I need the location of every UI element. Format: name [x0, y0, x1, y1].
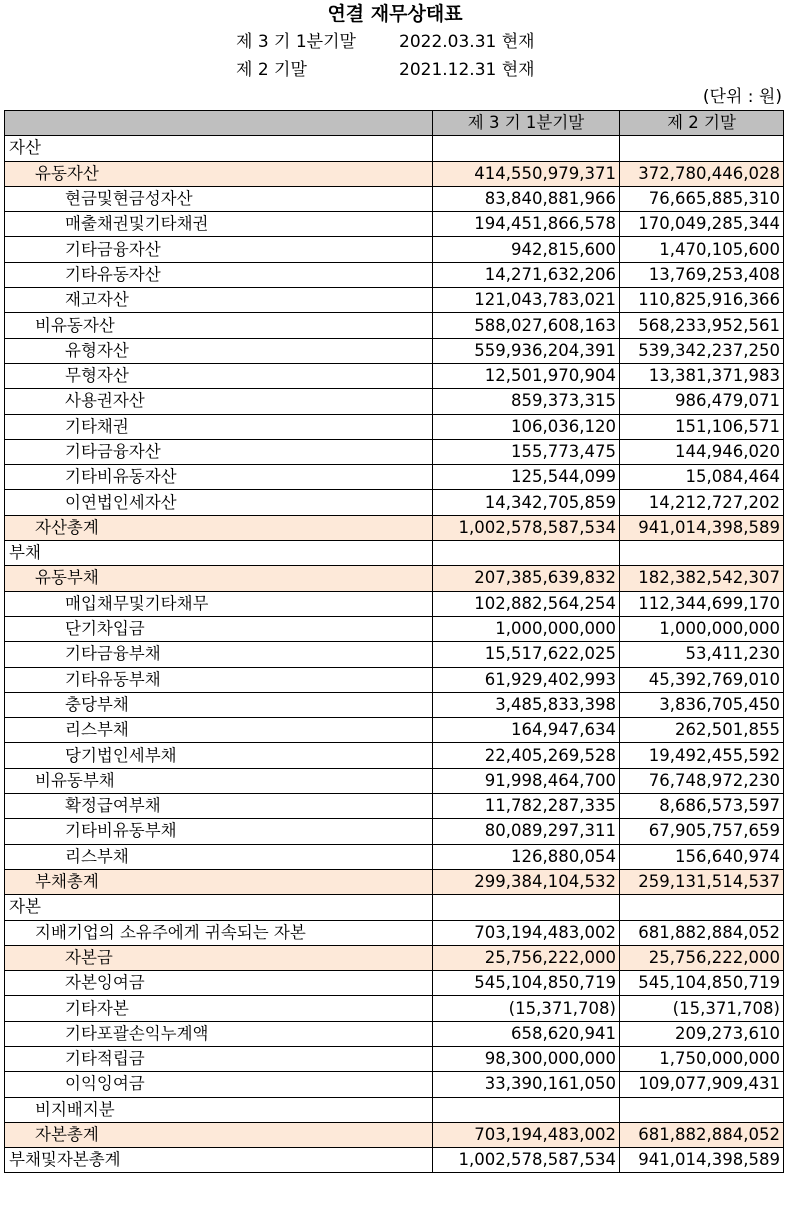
column-header-current: 제 3 기 1분기말 [433, 111, 620, 136]
column-header-account [5, 111, 433, 136]
prior-period-value: 76,665,885,310 [620, 186, 784, 211]
table-row [5, 288, 784, 313]
account-label: 기타포괄손익누계액 [5, 1021, 433, 1046]
table-row [5, 692, 784, 717]
prior-period-value: 1,750,000,000 [620, 1046, 784, 1071]
prior-period-value: 67,905,757,659 [620, 819, 784, 844]
prior-period-value: 151,106,571 [620, 414, 784, 439]
table-row [5, 414, 784, 439]
table-row [5, 1122, 784, 1147]
account-label: 비유동부채 [5, 768, 433, 793]
current-period-value [433, 895, 620, 920]
prior-period-value: 209,273,610 [620, 1021, 784, 1046]
current-period-value: 98,300,000,000 [433, 1046, 620, 1071]
account-label: 재고자산 [5, 288, 433, 313]
prior-period-value: 681,882,884,052 [620, 920, 784, 945]
table-row [5, 212, 784, 237]
current-period-value: 91,998,464,700 [433, 768, 620, 793]
current-period-value: 414,550,979,371 [433, 161, 620, 186]
account-label: 리스부채 [5, 718, 433, 743]
current-period-value: 121,043,783,021 [433, 288, 620, 313]
prior-period-value: 170,049,285,344 [620, 212, 784, 237]
account-label: 지배기업의 소유주에게 귀속되는 자본 [5, 920, 433, 945]
prior-period-value: 1,000,000,000 [620, 616, 784, 641]
table-row [5, 465, 784, 490]
table-row [5, 945, 784, 970]
current-period-value: 14,271,632,206 [433, 262, 620, 287]
current-period-value: 1,000,000,000 [433, 616, 620, 641]
table-row [5, 237, 784, 262]
prior-period-value: 986,479,071 [620, 389, 784, 414]
table-row [5, 439, 784, 464]
account-label: 기타자본 [5, 996, 433, 1021]
prior-period-value: 259,131,514,537 [620, 869, 784, 894]
prior-period-value: 144,946,020 [620, 439, 784, 464]
table-row [5, 895, 784, 920]
current-period-value: 1,002,578,587,534 [433, 1148, 620, 1173]
current-period-label: 제 3 기 1분기말 [236, 32, 356, 52]
account-label: 무형자산 [5, 363, 433, 388]
current-period-value: 126,880,054 [433, 844, 620, 869]
account-label: 현금및현금성자산 [5, 186, 433, 211]
table-row [5, 136, 784, 161]
table-row [5, 591, 784, 616]
table-row [5, 844, 784, 869]
current-period-value: 14,342,705,859 [433, 490, 620, 515]
current-period-value: 3,485,833,398 [433, 692, 620, 717]
prior-period-value: 110,825,916,366 [620, 288, 784, 313]
account-label: 자본 [5, 895, 433, 920]
account-label: 충당부채 [5, 692, 433, 717]
table-row [5, 161, 784, 186]
prior-period-value: 14,212,727,202 [620, 490, 784, 515]
table-row [5, 1072, 784, 1097]
prior-period-value: 156,640,974 [620, 844, 784, 869]
prior-period-value [620, 895, 784, 920]
current-period-date: 2022.03.31 현재 [399, 32, 535, 52]
current-period-value: 164,947,634 [433, 718, 620, 743]
prior-period-date: 2021.12.31 현재 [399, 60, 535, 80]
table-row [5, 667, 784, 692]
prior-period-value: 76,748,972,230 [620, 768, 784, 793]
account-label: 당기법인세부채 [5, 743, 433, 768]
current-period-value: 125,544,099 [433, 465, 620, 490]
table-row [5, 186, 784, 211]
current-period-value: 11,782,287,335 [433, 794, 620, 819]
current-period-value: 299,384,104,532 [433, 869, 620, 894]
table-row [5, 363, 784, 388]
table-row [5, 389, 784, 414]
table-row [5, 794, 784, 819]
table-row [5, 743, 784, 768]
account-label: 리스부채 [5, 844, 433, 869]
account-label: 자산 [5, 136, 433, 161]
prior-period-value: 182,382,542,307 [620, 566, 784, 591]
table-row [5, 515, 784, 540]
prior-period-value: 13,769,253,408 [620, 262, 784, 287]
account-label: 자본잉여금 [5, 971, 433, 996]
prior-period-value: 19,492,455,592 [620, 743, 784, 768]
prior-period-value: 45,392,769,010 [620, 667, 784, 692]
table-row [5, 768, 784, 793]
current-period-value: 703,194,483,002 [433, 920, 620, 945]
account-label: 기타비유동부채 [5, 819, 433, 844]
current-period-value: 12,501,970,904 [433, 363, 620, 388]
table-row [5, 1097, 784, 1122]
current-period-value: 22,405,269,528 [433, 743, 620, 768]
prior-period-value: 53,411,230 [620, 642, 784, 667]
current-period-value: 25,756,222,000 [433, 945, 620, 970]
document-title: 연결 재무상태표 [327, 3, 463, 25]
table-row [5, 490, 784, 515]
account-label: 부채총계 [5, 869, 433, 894]
prior-period-value: 112,344,699,170 [620, 591, 784, 616]
current-period-value: 207,385,639,832 [433, 566, 620, 591]
prior-period-value: 568,233,952,561 [620, 313, 784, 338]
table-row [5, 718, 784, 743]
account-label: 자본총계 [5, 1122, 433, 1147]
table-row [5, 313, 784, 338]
current-period-value: 942,815,600 [433, 237, 620, 262]
current-period-value: 83,840,881,966 [433, 186, 620, 211]
prior-period-value [620, 1097, 784, 1122]
table-row [5, 1021, 784, 1046]
account-label: 기타금융자산 [5, 237, 433, 262]
prior-period-value: 372,780,446,028 [620, 161, 784, 186]
table-row [5, 541, 784, 566]
table-header-row [5, 111, 784, 136]
prior-period-value: 15,084,464 [620, 465, 784, 490]
account-label: 확정급여부채 [5, 794, 433, 819]
current-period-value: 703,194,483,002 [433, 1122, 620, 1147]
account-label: 기타채권 [5, 414, 433, 439]
table-row [5, 869, 784, 894]
financial-table [4, 110, 784, 1173]
current-period-value: 61,929,402,993 [433, 667, 620, 692]
account-label: 매입채무및기타채무 [5, 591, 433, 616]
table-row [5, 996, 784, 1021]
current-period-value: 588,027,608,163 [433, 313, 620, 338]
account-label: 기타금융자산 [5, 439, 433, 464]
prior-period-value: 8,686,573,597 [620, 794, 784, 819]
table-row [5, 819, 784, 844]
prior-period-value: (15,371,708) [620, 996, 784, 1021]
current-period-value: 194,451,866,578 [433, 212, 620, 237]
prior-period-value: 25,756,222,000 [620, 945, 784, 970]
prior-period-label: 제 2 기말 [236, 60, 307, 80]
prior-period-value: 109,077,909,431 [620, 1072, 784, 1097]
table-row [5, 262, 784, 287]
account-label: 이연법인세자산 [5, 490, 433, 515]
table-row [5, 566, 784, 591]
current-period-value [433, 136, 620, 161]
column-header-prior: 제 2 기말 [620, 111, 784, 136]
account-label: 비유동자산 [5, 313, 433, 338]
prior-period-value: 1,470,105,600 [620, 237, 784, 262]
account-label: 단기차입금 [5, 616, 433, 641]
unit-label: (단위 : 원) [702, 87, 782, 107]
account-label: 유형자산 [5, 338, 433, 363]
prior-period-value [620, 541, 784, 566]
current-period-value: 859,373,315 [433, 389, 620, 414]
current-period-value: 658,620,941 [433, 1021, 620, 1046]
current-period-value [433, 1097, 620, 1122]
prior-period-value: 545,104,850,719 [620, 971, 784, 996]
current-period-value: 15,517,622,025 [433, 642, 620, 667]
prior-period-value: 13,381,371,983 [620, 363, 784, 388]
account-label: 매출채권및기타채권 [5, 212, 433, 237]
account-label: 자본금 [5, 945, 433, 970]
table-row [5, 971, 784, 996]
table-row [5, 616, 784, 641]
prior-period-value: 941,014,398,589 [620, 515, 784, 540]
prior-period-value: 3,836,705,450 [620, 692, 784, 717]
account-label: 사용권자산 [5, 389, 433, 414]
current-period-value: 1,002,578,587,534 [433, 515, 620, 540]
current-period-value: (15,371,708) [433, 996, 620, 1021]
account-label: 기타적립금 [5, 1046, 433, 1071]
account-label: 부채 [5, 541, 433, 566]
prior-period-value: 941,014,398,589 [620, 1148, 784, 1173]
account-label: 유동부채 [5, 566, 433, 591]
table-row [5, 1046, 784, 1071]
table-row [5, 642, 784, 667]
current-period-value [433, 541, 620, 566]
current-period-value: 559,936,204,391 [433, 338, 620, 363]
table-row [5, 338, 784, 363]
current-period-value: 102,882,564,254 [433, 591, 620, 616]
current-period-value: 106,036,120 [433, 414, 620, 439]
prior-period-value [620, 136, 784, 161]
prior-period-value: 539,342,237,250 [620, 338, 784, 363]
current-period-value: 545,104,850,719 [433, 971, 620, 996]
current-period-value: 155,773,475 [433, 439, 620, 464]
account-label: 비지배지분 [5, 1097, 433, 1122]
table-row [5, 1148, 784, 1173]
table-row [5, 920, 784, 945]
account-label: 이익잉여금 [5, 1072, 433, 1097]
current-period-value: 33,390,161,050 [433, 1072, 620, 1097]
account-label: 부채및자본총계 [5, 1148, 433, 1173]
account-label: 기타유동부채 [5, 667, 433, 692]
account-label: 유동자산 [5, 161, 433, 186]
prior-period-value: 681,882,884,052 [620, 1122, 784, 1147]
prior-period-value: 262,501,855 [620, 718, 784, 743]
account-label: 기타유동자산 [5, 262, 433, 287]
account-label: 기타비유동자산 [5, 465, 433, 490]
current-period-value: 80,089,297,311 [433, 819, 620, 844]
account-label: 자산총계 [5, 515, 433, 540]
account-label: 기타금융부채 [5, 642, 433, 667]
